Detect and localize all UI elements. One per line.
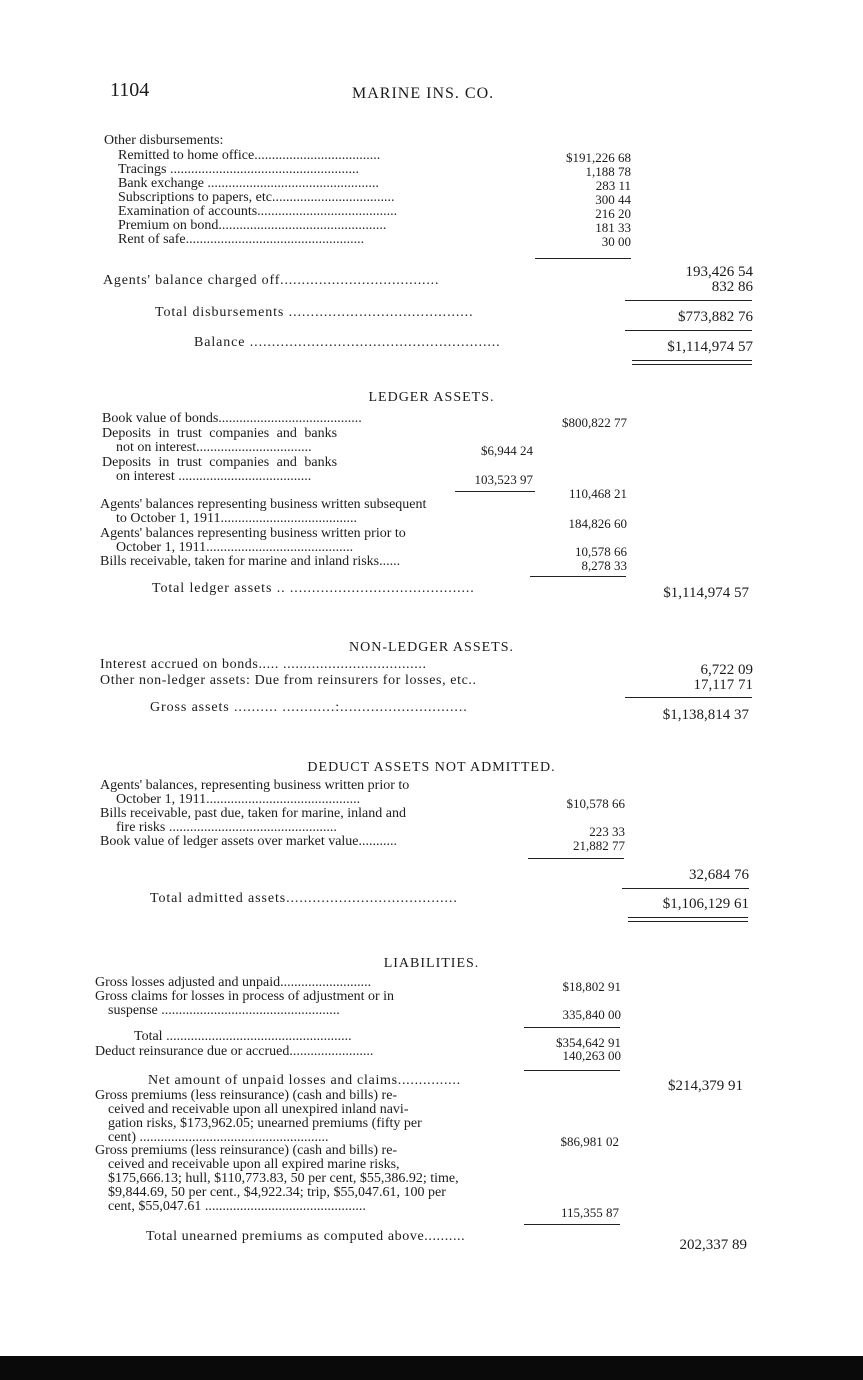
- deduct-agents-amount: $10,578 66: [566, 796, 625, 811]
- disbursement-label: Tracings ......................................................: [118, 162, 359, 177]
- disbursement-label: Rent of safe...................................................: [118, 232, 365, 247]
- deduct-bills-amount: 223 33: [589, 824, 625, 839]
- deposits-amount: 103,523 97: [474, 472, 533, 487]
- deduct-bills-label: Bills receivable, past due, taken for marine, inland and: [100, 806, 406, 821]
- running-title: MARINE INS. CO.: [352, 85, 495, 102]
- other-non-ledger-label: Other non-ledger assets: Due from reinsurers for losses, etc..: [100, 673, 477, 688]
- non-ledger-heading: NON-LEDGER ASSETS.: [348, 640, 514, 655]
- deduct-book-amount: 21,882 77: [573, 838, 625, 853]
- ledger-assets-heading: LEDGER ASSETS.: [368, 390, 495, 405]
- total-ledger-amount: $1,114,974 57: [663, 585, 749, 601]
- disbursement-amount: 181 33: [595, 220, 631, 235]
- other-non-ledger-amount: 17,117 71: [693, 677, 753, 693]
- agents-balance-label: Agents' balance charged off.....................................: [103, 273, 440, 288]
- inland-premiums-label: ceived and receivable upon all unexpired inland navi-: [108, 1102, 409, 1117]
- balance-label: Balance .........................................................: [194, 335, 501, 350]
- disbursement-amount: 283 11: [595, 178, 631, 193]
- liabilities-total-label: Total .....................................................: [134, 1029, 352, 1044]
- deduct-rule: [528, 858, 624, 859]
- deposits-rule: [455, 491, 535, 492]
- liabilities-heading: LIABILITIES.: [383, 956, 480, 971]
- total-admitted-label: Total admitted assets.......................................: [150, 891, 458, 906]
- deposits-label: Deposits in trust companies and banks: [102, 455, 338, 470]
- total-ledger-label: Total ledger assets .. ..........................................: [152, 581, 475, 596]
- deduct-reinsurance-amount: 140,263 00: [562, 1048, 621, 1063]
- net-rule: [524, 1070, 620, 1071]
- disbursement-amount: 30 00: [601, 234, 631, 249]
- disbursement-label: Subscriptions to papers, etc...................................: [118, 190, 395, 205]
- total-admitted-amount: $1,106,129 61: [662, 896, 749, 912]
- disbursement-label: Remitted to home office....................................: [118, 148, 381, 163]
- disbursement-amount: 1,188 78: [585, 164, 631, 179]
- disbursement-label: Examination of accounts........................................: [118, 204, 398, 219]
- agents-balances-amount: 184,826 60: [568, 516, 627, 531]
- inland-premiums-amount: $86,981 02: [560, 1134, 619, 1149]
- deposits-label: not on interest.................................: [116, 440, 312, 455]
- disbursement-amount: 216 20: [595, 206, 631, 221]
- agents-balances-amount: 10,578 66: [575, 544, 627, 559]
- deduct-agents-label: Agents' balances, representing business written prior to: [100, 778, 410, 793]
- gross-losses-amount: $18,802 91: [562, 979, 621, 994]
- agents-balances-label: Agents' balances representing business written subsequent: [100, 497, 427, 512]
- net-amount-label: Net amount of unpaid losses and claims...............: [148, 1073, 461, 1088]
- subtotal-rule: [535, 258, 631, 259]
- agents-balances-label: Agents' balances representing business written prior to: [100, 526, 406, 541]
- admitted-double-rule: [628, 917, 748, 922]
- gross-assets-amount: $1,138,814 37: [662, 707, 749, 723]
- marine-premiums-label: $9,844.69, 50 per cent., $4,922.34; trip, $55,047.61, 100 per: [108, 1185, 446, 1200]
- gross-losses-label: Gross losses adjusted and unpaid..........................: [95, 975, 372, 990]
- deduct-book-label: Book value of ledger assets over market value...........: [100, 834, 398, 849]
- book-value-label: Book value of bonds.........................................: [102, 411, 362, 426]
- other-disbursements-heading: Other disbursements:: [104, 133, 224, 148]
- inland-premiums-label: gation risks, $173,962.05; unearned premiums (fifty per: [108, 1116, 422, 1131]
- balance-amount: $1,114,974 57: [667, 339, 753, 355]
- book-value-amount: $800,822 77: [562, 415, 627, 430]
- balance-double-rule: [632, 360, 752, 365]
- gross-rule: [625, 697, 752, 698]
- disbursement-amount: $191,226 68: [566, 150, 631, 165]
- ledger-rule: [530, 576, 626, 577]
- liabilities-rule: [524, 1027, 620, 1028]
- deduct-heading: DEDUCT ASSETS NOT ADMITTED.: [307, 760, 556, 775]
- total-disbursements-amount: $773,882 76: [678, 309, 753, 325]
- interest-accrued-amount: 6,722 09: [700, 662, 753, 678]
- gross-claims-label: Gross claims for losses in process of adjustment or in: [95, 989, 395, 1004]
- marine-premiums-amount: 115,355 87: [560, 1205, 619, 1220]
- balance-rule: [625, 330, 752, 331]
- interest-accrued-label: Interest accrued on bonds..... ...................................: [100, 657, 427, 672]
- gross-claims-amount: 335,840 00: [562, 1007, 621, 1022]
- scan-bottom-edge: [0, 1356, 863, 1380]
- total-disbursements-label: Total disbursements ..........................................: [155, 305, 474, 320]
- disbursement-amount: 300 44: [595, 192, 631, 207]
- agents-balances-label: to October 1, 1911.......................................: [116, 511, 357, 526]
- deduct-subtotal: 32,684 76: [689, 867, 749, 883]
- agents-balances-label: October 1, 1911..........................................: [116, 540, 354, 555]
- deposits-label: Deposits in trust companies and banks: [102, 426, 338, 441]
- deduct-reinsurance-label: Deduct reinsurance due or accrued........................: [95, 1044, 374, 1059]
- deposits-amount: $6,944 24: [481, 443, 533, 458]
- bills-receivable-label: Bills receivable, taken for marine and inland risks......: [100, 554, 401, 569]
- inland-premiums-label: cent) ......................................................: [108, 1130, 329, 1145]
- disbursements-subtotal: 193,426 54: [685, 264, 753, 280]
- inland-premiums-label: Gross premiums (less reinsurance) (cash and bills) re-: [95, 1088, 398, 1103]
- deduct-agents-label: October 1, 1911............................................: [116, 792, 361, 807]
- disbursement-label: Bank exchange .................................................: [118, 176, 379, 191]
- total-rule: [625, 300, 752, 301]
- gross-assets-label: Gross assets .......... ............:.............................: [150, 700, 468, 715]
- page-number: 1104: [110, 79, 150, 101]
- gross-claims-label: suspense ...................................................: [108, 1003, 340, 1018]
- marine-premiums-label: Gross premiums (less reinsurance) (cash and bills) re-: [95, 1143, 398, 1158]
- marine-premiums-label: $175,666.13; hull, $110,773.83, 50 per cent, $55,386.92; time,: [108, 1171, 459, 1186]
- net-amount-value: $214,379 91: [668, 1078, 743, 1094]
- marine-premiums-label: ceived and receivable upon all expired marine risks,: [108, 1157, 400, 1172]
- unearned-premiums-label: Total unearned premiums as computed above..........: [146, 1229, 466, 1244]
- unearned-rule: [524, 1224, 620, 1225]
- agents-balance-amount: 832 86: [711, 279, 753, 295]
- deposits-total: 110,468 21: [568, 486, 627, 501]
- admitted-rule: [622, 888, 749, 889]
- disbursement-label: Premium on bond................................................: [118, 218, 387, 233]
- liabilities-total-amount: $354,642 91: [556, 1035, 621, 1050]
- deduct-bills-label: fire risks ................................................: [116, 820, 337, 835]
- unearned-premiums-amount: 202,337 89: [679, 1237, 747, 1253]
- bills-receivable-amount: 8,278 33: [581, 558, 627, 573]
- marine-premiums-label: cent, $55,047.61 ..............................................: [108, 1199, 366, 1214]
- deposits-label: on interest ......................................: [116, 469, 312, 484]
